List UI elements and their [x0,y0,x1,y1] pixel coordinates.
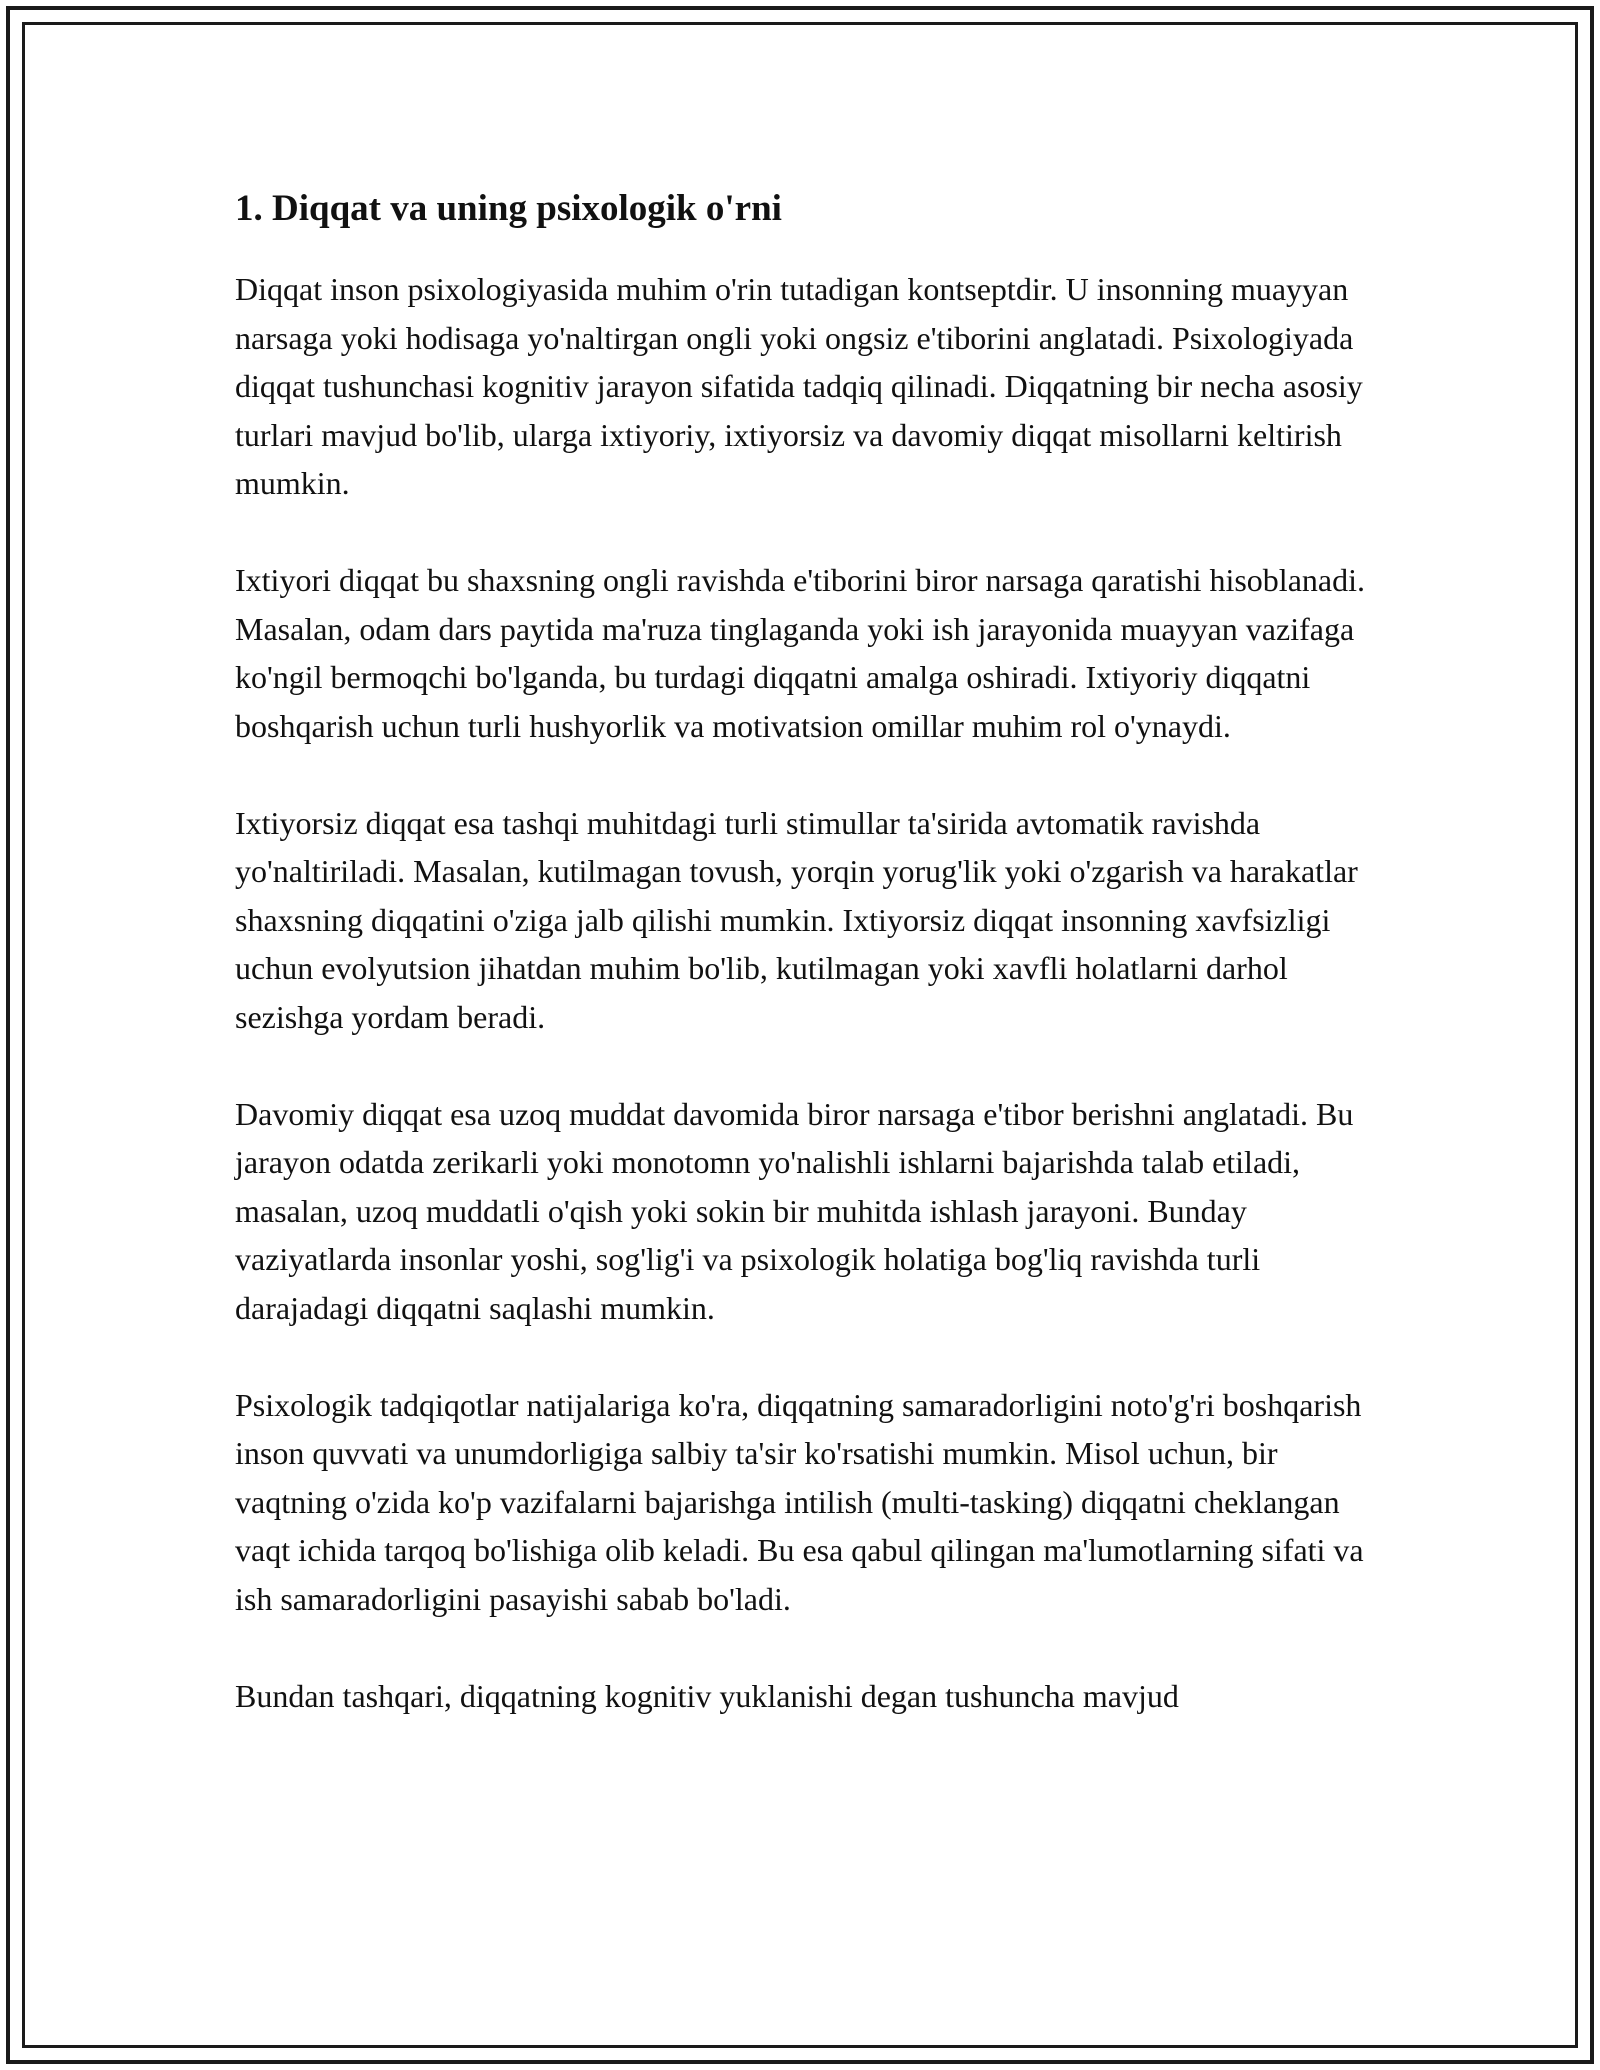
section-heading: 1. Diqqat va uning psixologik o'rni [235,188,782,229]
paragraph-cognitive-load: Bundan tashqari, diqqatning kognitiv yuklanishi degan tushuncha mavjud [235,1677,1179,1714]
paragraph-intro: Diqqat inson psixologiyasida muhim o'rin tutadigan kontseptdir. U insonning muayyan narsaga yoki hodisaga yo'naltirgan ongli yoki ongsiz e'tiborini anglatadi. Psixologiyada diqqat tushunchasi kognitiv jarayon sifatida tadqiq qilinadi. Diqqatning bir necha asosiy turlari mavjud bo'lib, ularga ixtiyoriy, ixtiyorsiz va davomiy diqqat misollarni keltirish mumkin. [235,271,1363,501]
document-body [235,185,1385,1769]
paragraph-involuntary-attention: Ixtiyorsiz diqqat esa tashqi muhitdagi turli stimullar ta'sirida avtomatik ravishda yo'naltiriladi. Masalan, kutilmagan tovush, yorqin yorug'lik yoki o'zgarish va harakatlar shaxsning diqqatini o'ziga jalb qilishi mumkin. Ixtiyorsiz diqqat insonning xavfsizligi uchun evolyutsion jihatdan muhim bo'lib, kutilmagan yoki xavfli holatlarni darhol sezishga yordam beradi. [235,804,1358,1035]
paragraph-sustained-attention: Davomiy diqqat esa uzoq muddat davomida biror narsaga e'tibor berishni anglatadi. Bu jarayon odatda zerikarli yoki monotomn yo'nalishli ishlarni bajarishda talab etiladi, masalan, uzoq muddatli o'qish yoki sokin bir muhitda ishlash jarayoni. Bunday vaziyatlarda insonlar yoshi, sog'lig'i va psixologik holatiga bog'liq ravishda turli darajadagi diqqatni saqlashi mumkin. [235,1095,1354,1326]
paragraph-voluntary-attention: Ixtiyori diqqat bu shaxsning ongli ravishda e'tiborini biror narsaga qaratishi hisoblanadi. Masalan, odam dars paytida ma'ruza tinglaganda yoki ish jarayonida muayyan vazifaga ko'ngil bermoqchi bo'lganda, bu turdagi diqqatni amalga oshiradi. Ixtiyoriy diqqatni boshqarish uchun turli hushyorlik va motivatsion omillar muhim rol o'ynaydi. [235,562,1365,744]
paragraph-research-findings: Psixologik tadqiqotlar natijalariga ko'ra, diqqatning samaradorligini noto'g'ri boshqarish inson quvvati va unumdorligiga salbiy ta'sir ko'rsatishi mumkin. Misol uchun, bir vaqtning o'zida ko'p vazifalarni bajarishga intilish (multi-tasking) diqqatni cheklangan vaqt ichida tarqoq bo'lishiga olib keladi. Bu esa qabul qilingan ma'lumotlarning sifati va ish samaradorligini pasayishi sabab bo'ladi. [235,1386,1364,1617]
